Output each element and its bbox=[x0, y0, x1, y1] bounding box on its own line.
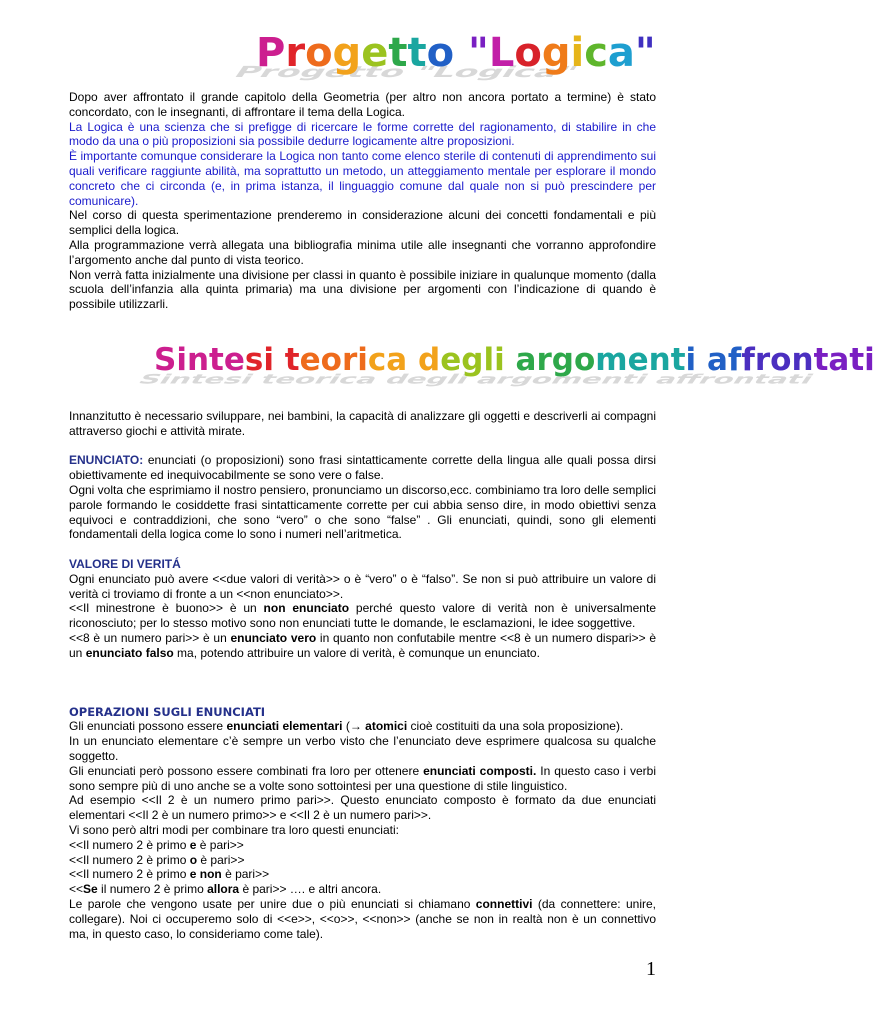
bold-run: enunciati elementari bbox=[226, 719, 343, 734]
bold-run: e non bbox=[189, 867, 222, 882]
operazioni-paragraph bbox=[69, 719, 656, 734]
theory-paragraph: Innanzitutto è necessario sviluppare, nei bambini, la capacità di analizzare gli oggetti e descriverli ai compagni attraverso giochi e attività mirate. bbox=[69, 409, 656, 438]
valore-heading: VALORE DI VERITÁ bbox=[69, 556, 181, 571]
bold-run: allora bbox=[207, 882, 240, 897]
title-letter: i bbox=[570, 30, 585, 76]
title-letter: a bbox=[706, 342, 728, 378]
title-letter: o bbox=[514, 30, 542, 76]
bold-run: e bbox=[189, 837, 197, 852]
title-letter: t bbox=[813, 342, 829, 378]
section-title bbox=[154, 342, 875, 378]
title-letter: e bbox=[361, 30, 389, 76]
text-run: il numero 2 è primo bbox=[97, 882, 208, 897]
intro-section bbox=[69, 90, 656, 312]
valore-paragraph bbox=[69, 631, 656, 661]
text-run: ma, potendo attribuire un valore di verità, è comunque un enunciato. bbox=[173, 645, 540, 660]
intro-paragraph: Dopo aver affrontato il grande capitolo della Geometria (per altro non ancora portato a termine) è stato concordato, con le insegnanti, di affrontare il tema della Logica. bbox=[69, 90, 656, 119]
title-letter: g bbox=[461, 342, 484, 378]
title-letter: i bbox=[685, 342, 697, 378]
text-run: (da connettere: unire, collegare). Noi ci occuperemo solo di <<e>>, <<o>>, <<non>> (anche se non in realtà non è un connettivo ma, in questo caso, lo consideriamo come tale). bbox=[69, 896, 656, 941]
bold-run: connettivi bbox=[475, 896, 533, 911]
title-letter: r bbox=[341, 342, 358, 378]
title-letter: L bbox=[488, 30, 515, 76]
title-letter: n bbox=[791, 342, 814, 378]
title-letter: i bbox=[263, 342, 274, 378]
title-letter: f bbox=[727, 342, 742, 378]
text-run: è pari>> …. e altri ancora. bbox=[239, 882, 382, 897]
intro-paragraph: Alla programmazione verrà allegata una bibliografia minima utile alle insegnanti che vorranno approfondire l’argomento anche dal punto di vista teorico. bbox=[69, 237, 656, 267]
text-run: è pari>> bbox=[221, 867, 270, 882]
text-run: Gli enunciati però possono essere combinati fra loro per ottenere bbox=[69, 763, 424, 778]
title-letter: i bbox=[176, 342, 187, 378]
title-letter: o bbox=[305, 30, 333, 76]
operazioni-heading: OPERAZIONI SUGLI ENUNCIATI bbox=[69, 704, 266, 719]
section-title-shadow: Sintesi teorica degli argomenti affrontati bbox=[134, 371, 818, 387]
text-run: in quanto non confutabile mentre <<8 è un numero dispari>> è un bbox=[69, 630, 656, 660]
title-letter: t bbox=[388, 30, 408, 76]
title-letter: i bbox=[494, 342, 505, 378]
bold-run: enunciato falso bbox=[85, 645, 174, 660]
title-letter: o bbox=[426, 30, 455, 76]
theory-paragraph: Ogni volta che esprimiamo il nostro pensiero, pronunciamo un discorso,ecc. combiniamo tra loro delle semplici parole formando le cosiddette frasi sintatticamente corrette per cui abbia senso dire, in modo obiettivi senza equivoci e contraddizioni, che sono “vero” o che sono “false” . Gli enunciati, quindi, sono gli elementi fondamentali della logica come lo sono i numeri nell’aritmetica. bbox=[69, 482, 656, 542]
title-letter: " bbox=[634, 30, 656, 76]
text-run: In questo caso i verbi sono sempre più di uno anche se a volte sono sottointesi per una questione di stile linguistico. bbox=[69, 763, 657, 793]
title-letter: n bbox=[648, 342, 671, 378]
title-letter: a bbox=[515, 342, 537, 378]
title-letter: a bbox=[386, 342, 408, 378]
title-letter: f bbox=[741, 342, 755, 378]
title-letter: c bbox=[367, 342, 387, 378]
connettivi-paragraph bbox=[69, 897, 656, 941]
title-letter: g bbox=[332, 30, 362, 76]
title-letter: o bbox=[320, 342, 342, 378]
intro-paragraph: È importante comunque considerare la Logica non tanto come elenco sterile di contenuti di apprendimento sui quali verificare raggiunte abilità, ma soprattutto un metodo, un atteggiamento mentale per esplorare il mondo concreto che ci circonda (e, in prima istanza, il linguaggio comune dal quale non si può prescindere per comunicare). bbox=[69, 149, 656, 208]
bold-run: enunciati composti. bbox=[423, 763, 537, 778]
title-letter: m bbox=[595, 342, 628, 378]
page-title bbox=[256, 30, 656, 76]
title-letter: t bbox=[849, 342, 865, 378]
page-number: 1 bbox=[646, 958, 656, 980]
enunciato-definition: enunciati (o proposizioni) sono frasi sintatticamente corrette della lingua alle quali possa dirsi obiettivamente ed inequivocabilmente se sono vere o false. bbox=[69, 453, 656, 483]
title-letter: r bbox=[754, 342, 771, 378]
title-letter: t bbox=[670, 342, 686, 378]
title-letter: " bbox=[468, 30, 489, 76]
bold-run: o bbox=[189, 852, 198, 867]
intro-paragraph: Non verrà fatta inizialmente una divisione per classi in quanto è possibile iniziare in qualunque momento (dalla scuola dell’infanzia alla quinta primaria) ma una divisione per argomenti con l’indicazione di quando è possibile utilizzarli. bbox=[69, 267, 656, 312]
text-run: << bbox=[69, 882, 84, 897]
title-letter: e bbox=[440, 342, 462, 378]
title-letter: e bbox=[223, 342, 245, 378]
title-letter: r bbox=[536, 342, 552, 378]
valore-paragraph bbox=[69, 601, 656, 631]
text-run: <<Il numero 2 è primo bbox=[69, 837, 190, 852]
title-letter: d bbox=[418, 342, 441, 378]
example-line bbox=[69, 853, 656, 868]
example-line bbox=[69, 838, 656, 853]
text-run: <<8 è un numero pari>> è un bbox=[69, 630, 231, 645]
title-letter: t bbox=[284, 342, 300, 378]
bold-run: Se bbox=[83, 882, 98, 897]
title-letter: l bbox=[483, 342, 495, 378]
title-letter: e bbox=[627, 342, 649, 378]
text-run: è pari>> bbox=[197, 852, 245, 867]
title-letter: r bbox=[285, 30, 306, 76]
bold-run: non enunciato bbox=[263, 601, 350, 616]
title-letter: g bbox=[541, 30, 571, 76]
title-letter bbox=[505, 342, 516, 378]
title-letter bbox=[274, 342, 285, 378]
title-shadow: Progetto "Logica" bbox=[229, 63, 582, 81]
title-letter: i bbox=[357, 342, 368, 378]
title-letter: a bbox=[828, 342, 850, 378]
title-letter: o bbox=[770, 342, 792, 378]
title-letter: P bbox=[256, 30, 286, 76]
operazioni-paragraph bbox=[69, 764, 656, 794]
example-line bbox=[69, 882, 656, 897]
enunciato-label: ENUNCIATO: bbox=[69, 453, 144, 468]
text-run: ( bbox=[342, 719, 350, 734]
title-letter: o bbox=[573, 342, 596, 378]
text-run: Le parole che vengono usate per unire due o più enunciati si chiamano bbox=[69, 896, 476, 911]
text-run: <<Il numero 2 è primo bbox=[69, 852, 190, 867]
intro-paragraph: La Logica è una scienza che si prefigge di ricercare le forme corrette del ragionamento, di stabilire in che modo da una o più proposizioni sia possibile dedurre logicamente altre proposizioni. bbox=[69, 119, 656, 149]
title-letter: i bbox=[864, 342, 875, 378]
arrow-icon: → bbox=[349, 719, 362, 734]
text-run: cioè costituiti da una sola proposizione). bbox=[407, 719, 624, 734]
bold-run: atomici bbox=[361, 719, 408, 734]
title-letter: n bbox=[186, 342, 210, 378]
title-letter: a bbox=[607, 30, 635, 76]
enunciato-paragraph bbox=[69, 453, 656, 483]
title-letter: t bbox=[407, 30, 427, 76]
text-run: Gli enunciati possono essere bbox=[69, 719, 227, 734]
title-letter: c bbox=[584, 30, 608, 76]
operazioni-paragraph: Vi sono però altri modi per combinare tra loro questi enunciati: bbox=[69, 822, 399, 837]
text-run: perché questo valore di verità non è universalmente riconosciuto; per lo stesso motivo sono non enunciati tutte le domande, le esclamazioni, le idee soggettive. bbox=[69, 601, 656, 631]
intro-paragraph: Nel corso di questa sperimentazione prenderemo in considerazione alcuni dei concetti fondamentali e più semplici della logica. bbox=[69, 208, 656, 238]
spacer bbox=[69, 439, 656, 454]
spacer bbox=[69, 542, 656, 557]
operazioni-paragraph: Ad esempio <<Il 2 è un numero primo pari>>. Questo enunciato composto è formato da due enunciati elementari <<Il 2 è un numero primo>> e <<Il 2 è un numero pari>>. bbox=[69, 793, 656, 823]
title-letter bbox=[407, 342, 418, 378]
operazioni-paragraph: In un enunciato elementare c’è sempre un verbo visto che l’enunciato deve esprimere qualcosa su qualche soggetto. bbox=[69, 734, 656, 763]
text-run: è pari>> bbox=[196, 837, 244, 852]
title-letter: s bbox=[244, 342, 264, 378]
title-letter: S bbox=[154, 342, 177, 378]
text-run: <<Il minestrone è buono>> è un bbox=[69, 601, 264, 616]
spacer bbox=[69, 661, 656, 705]
title-letter: t bbox=[209, 342, 224, 378]
valore-paragraph: Ogni enunciato può avere <<due valori di verità>> o è “vero” o è “falso”. Se non si può attribuire un valore di verità ci troviamo di fronte a un <<non enunciato>>. bbox=[69, 571, 656, 601]
title-letter bbox=[454, 30, 468, 76]
title-letter: g bbox=[551, 342, 574, 378]
title-letter: e bbox=[299, 342, 321, 378]
theory-section bbox=[69, 409, 656, 941]
example-line bbox=[69, 867, 656, 882]
text-run: <<Il numero 2 è primo bbox=[69, 867, 190, 882]
title-letter bbox=[696, 342, 707, 378]
bold-run: enunciato vero bbox=[230, 630, 317, 645]
